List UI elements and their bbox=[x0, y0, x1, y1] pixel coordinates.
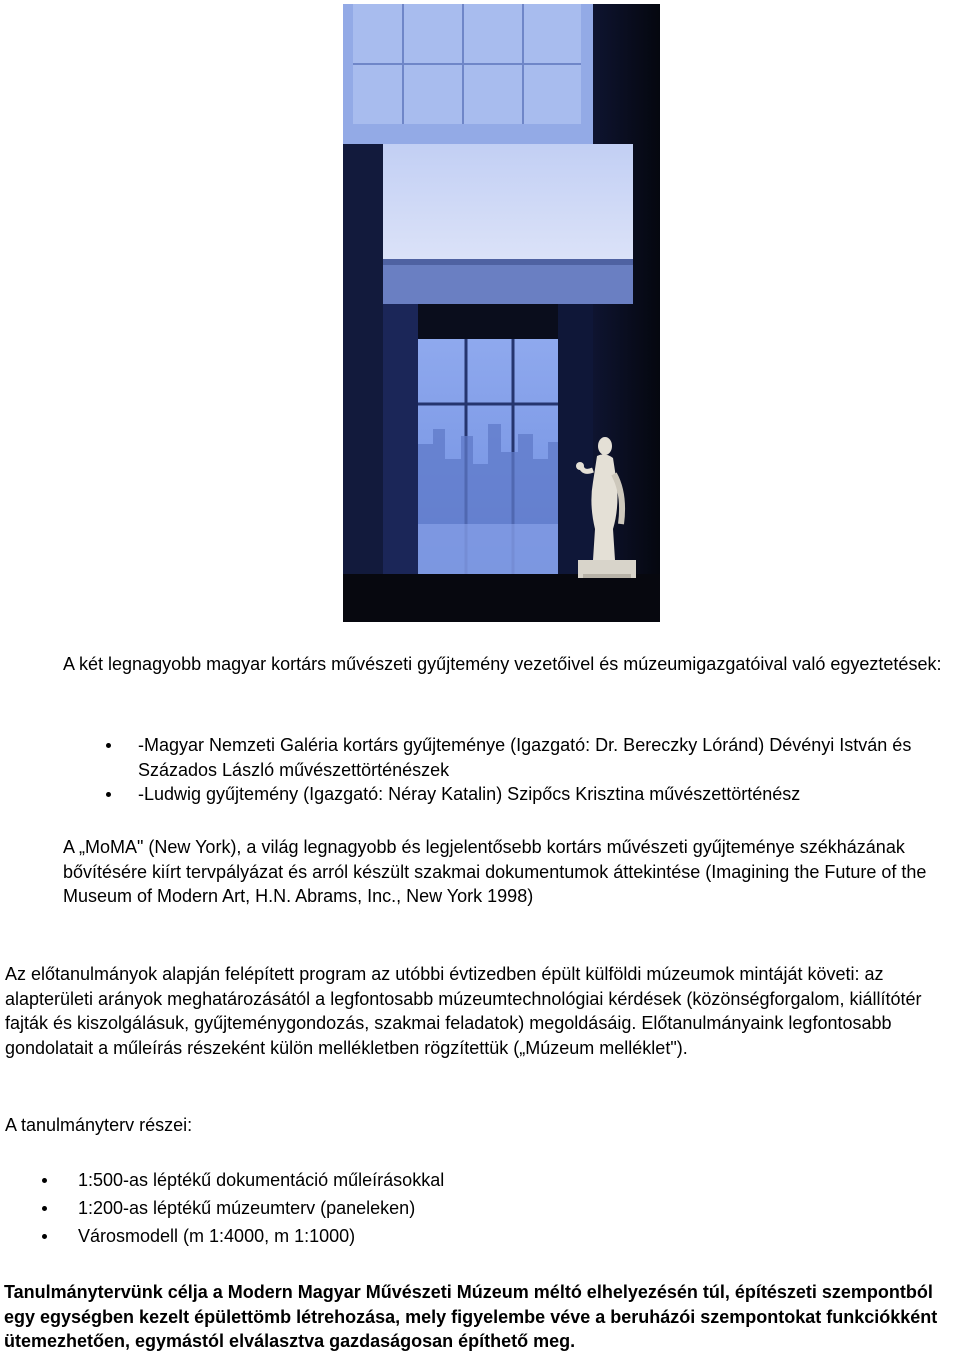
moma-paragraph: A „MoMA" (New York), a világ legnagyobb és legjelentősebb kortárs művészeti gyűjteménye székházának bővítésére kiírt tervpályázat és arról készült szakmai dokumentumok áttekintése (Imagining the Future of the Museum of Modern Art, H.N. Abrams, Inc., New York 1998) bbox=[63, 837, 927, 906]
museum-photo bbox=[343, 4, 660, 622]
list-item: 1:500-as léptékű dokumentáció műleírásokkal bbox=[40, 1168, 920, 1193]
goal-paragraph: Tanulmánytervünk célja a Modern Magyar Művészeti Múzeum méltó elhelyezésén túl, építészeti szempontból egy egységben kezelt épülettömb létrehozása, mely figyelembe véve a beruházói szempontokat funkciókként ütemezhetően, egymástól elválasztva gazdaságosan építhető meg. bbox=[4, 1282, 938, 1351]
list-item: -Magyar Nemzeti Galéria kortárs gyűjteménye (Igazgató: Dr. Bereczky Lóránd) Dévényi István és Százados László művészettörténészek bbox=[103, 733, 943, 782]
collection-list bbox=[103, 733, 943, 807]
list-item: Városmodell (m 1:4000, m 1:1000) bbox=[40, 1224, 920, 1249]
study-parts-heading: A tanulmányterv részei: bbox=[5, 1115, 193, 1135]
list-item: 1:200-as léptékű múzeumterv (paneleken) bbox=[40, 1196, 920, 1221]
list-item: -Ludwig gyűjtemény (Igazgató: Néray Katalin) Szipőcs Krisztina művészettörténész bbox=[103, 782, 943, 807]
program-paragraph: Az előtanulmányok alapján felépített program az utóbbi évtizedben épült külföldi múzeumok mintáját követi: az alapterületi arányok meghatározásától a legfontosabb múzeumtechnológiai kérdések (közönségforgalom, kiállítótér fajták és kiszolgálásuk, gyűjteménygondozás, szakmai feladatok) megoldásáig. Előtanulmányaink legfontosabb gondolatait a műleírás részeként külön mellékletben rögzítettük („Múzeum melléklet"). bbox=[5, 964, 922, 1058]
study-parts-list bbox=[40, 1168, 920, 1252]
museum-photo-illustration bbox=[343, 4, 660, 622]
intro-paragraph: A két legnagyobb magyar kortárs művészeti gyűjtemény vezetőivel és múzeumigazgatóival való egyeztetések: bbox=[63, 654, 942, 674]
